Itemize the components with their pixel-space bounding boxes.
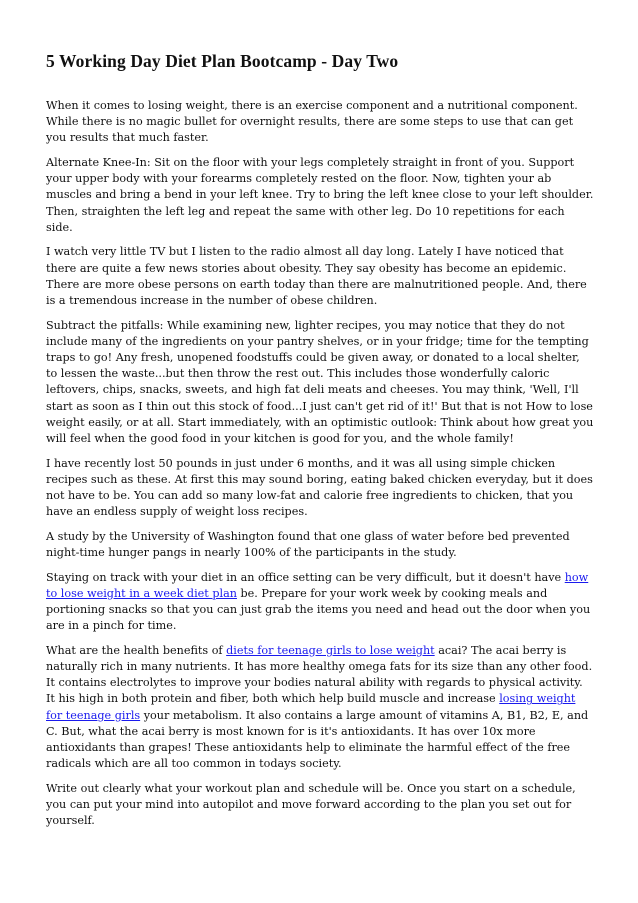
paragraph-chicken-recipes: I have recently lost 50 pounds in just under 6 months, and it was all using simple chicken recipes such as these. At first this may sound boring, eating baked chicken everyday, but it does not have to be. You can add so many low-fat and calorie free ingredients to chicken, that you have an endless supply of weight loss recipes. (46, 456, 593, 519)
paragraph-knee-in: Alternate Knee-In: Sit on the floor with your legs completely straight in front of you. Support your upper body with your forearms completely rested on the floor. Now, tighten your ab muscles and bring a bend in your left knee. Try to bring the left knee close to your left shoulder. Then, straighten the left leg and repeat the same with other leg. Do 10 repetitions for each side. (46, 156, 594, 234)
paragraph-office-diet (46, 570, 594, 635)
text-segment: acai? The acai berry is naturally rich in many nutrients. It has more healthy omega fats for its size than any other food. It contains electrolytes to improve your bodies natural ability with regards to physical activity. It his high in both protein and fiber, both which help build muscle and increase (46, 643, 593, 706)
link-diets-teenage-girls[interactable]: diets for teenage girls to lose weight (226, 643, 435, 657)
paragraph-intro: When it comes to losing weight, there is an exercise component and a nutritional component. While there is no magic bullet for overnight results, there are some steps to use that can get you results that much faster. (46, 99, 578, 145)
text-segment: your metabolism. It also contains a large amount of vitamins A, B1, B2, E, and C. But, what the acai berry is most known for is it's antioxidants. It has over 10x more antioxidants than grapes! These antioxidants help to eliminate the harmful effect of the free radicals which are all too common in todays society. (46, 708, 589, 771)
text-segment: Staying on track with your diet in an office setting can be very difficult, but it doesn't have (46, 570, 565, 584)
paragraph-workout-plan: Write out clearly what your workout plan and schedule will be. Once you start on a schedule, you can put your mind into autopilot and move forward according to the plan you set out for yourself. (46, 781, 576, 828)
text-segment: What are the health benefits of (46, 643, 227, 657)
paragraph-acai-benefits (46, 643, 594, 773)
paragraph-water-study: A study by the University of Washington found that one glass of water before bed prevented night-time hunger pangs in nearly 100% of the participants in the study. (46, 529, 570, 560)
page-title: 5 Working Day Diet Plan Bootcamp - Day Two (46, 51, 399, 71)
paragraph-radio-obesity: I watch very little TV but I listen to the radio almost all day long. Lately I have noticed that there are quite a few news stories about obesity. They say obesity has become an epidemic. There are more obese persons on earth today than there are malnutritioned people. And, there is a tremendous increase in the number of obese children. (46, 245, 587, 308)
paragraph-pitfalls: Subtract the pitfalls: While examining new, lighter recipes, you may notice that they do not include many of the ingredients on your pantry shelves, or in your fridge; time for the tempting traps to go! Any fresh, unopened foodstuffs could be given away, or donated to a local shelter, to lessen the waste...but then throw the rest out. This includes those wonderfully caloric leftovers, chips, snacks, sweets, and high fat deli meats and cheeses. You may think, 'Well, I'll start as soon as I thin out this stock of food...I just can't get rid of it!' But that is not How to lose weight easily, or at all. Start immediately, with an optimistic outlook: Think about how great you will feel when the good food in your kitchen is good for you, and the whole family! (46, 318, 594, 446)
link-lose-weight-week-diet-plan[interactable]: how to lose weight in a week diet plan (46, 570, 589, 600)
text-segment: be. Prepare for your work week by cooking meals and portioning snacks so that you can just grab the items you need and head out the door when you are in a pinch for time. (46, 586, 591, 633)
link-losing-weight-teenage-girls[interactable]: losing weight for teenage girls (46, 692, 576, 722)
